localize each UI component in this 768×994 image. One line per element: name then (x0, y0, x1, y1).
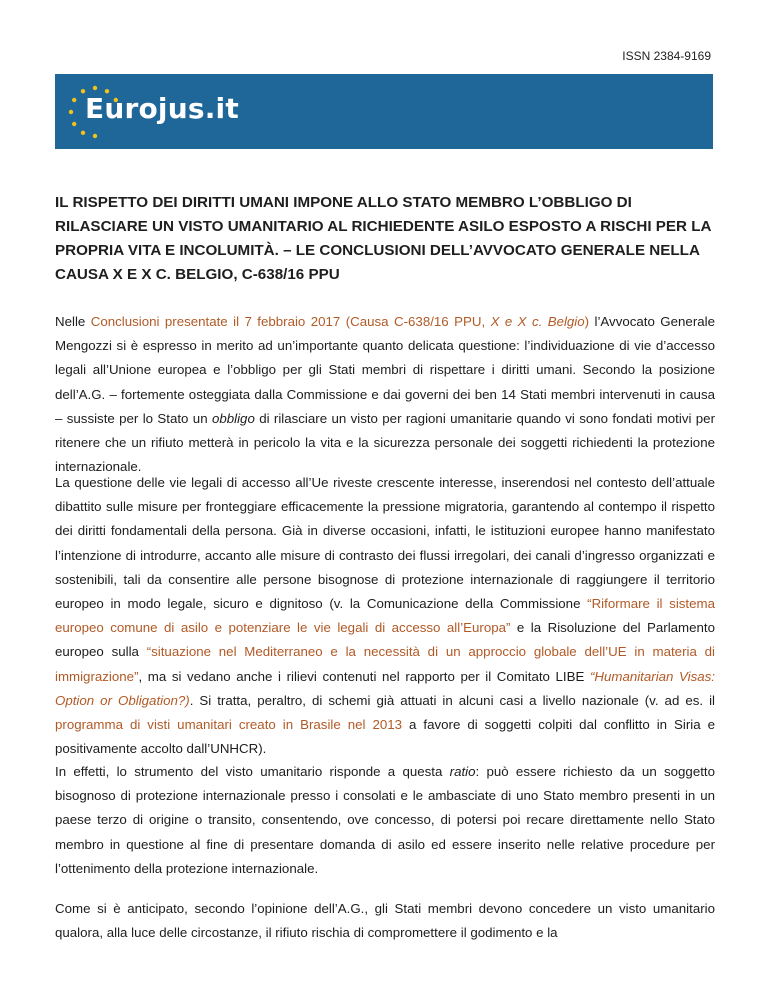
text-run: Nelle (55, 314, 91, 329)
libe-report-link[interactable]: “Humanitarian Visas: Option or Obligation?) (55, 668, 715, 708)
link-text: ) (584, 314, 590, 329)
paragraph-3 (55, 760, 715, 881)
text-run: In effetti, lo strumento del visto umanitario risponde a questa (55, 764, 450, 779)
text-run: La questione delle vie legali di accesso all’Ue riveste crescente interesse, inserendosi nel contesto dell’attuale dibattito sulle misure per fronteggiare efficacemente la pressione migratoria, garantendo al contempo il rispetto dei diritti fondamentali della persona. Già in diverse occasioni, infatti, le istituzioni europee hanno manifestato l’intenzione di introdurre, accanto alle misure di contrasto dei flussi irregolari, dei canali d’ingresso organizzati e sostenibili, tali da consentire alle persone bisognose di protezione internazionale di raggiungere il territorio europeo in modo legale, sicuro e dignitoso (v. la Comunicazione della Commissione (55, 475, 715, 612)
text-run: . Si tratta, peraltro, di schemi già attuati in alcuni casi a livello nazionale (v. ad es. il (189, 692, 715, 708)
text-run: l’Avvocato Generale Mengozzi si è espresso in merito ad un’importante quanto delicata questione: l’individuazione di vie d’accesso legali all’Unione europea e l’obbligo per gli Stati membri di rispettare i diritti umani. Secondo la posizione dell’A.G. – fortemente osteggiata dalla Commissione e dai governi dei ben 14 Stati membri intervenuti in causa – sussiste per lo Stato un (55, 314, 716, 426)
eurojus-banner[interactable] (55, 74, 713, 149)
brasile-programma-link[interactable]: programma di visti umanitari creato in Brasile nel 2013 (55, 717, 403, 733)
comunicazione-link[interactable]: “Riformare il sistema europeo comune di asilo e potenziare le vie legali di accesso all’Europa” (55, 596, 715, 636)
paragraph-1 (55, 310, 715, 479)
emphasis: ratio (449, 764, 476, 779)
paragraph-4 (55, 897, 715, 945)
text-run: di rilasciare un visto per ragioni umanitarie quando vi sono fondati motivi per ritenere che un rifiuto metterà in pericolo la vita e la sicurezza personale dei soggetti richiedenti la protezione internazionale. (55, 410, 715, 475)
text-run: , ma si vedano anche i rilievi contenuti nel rapporto per il Comitato LIBE (138, 668, 590, 684)
link-text: Conclusioni presentate il 7 febbraio 2017 (Causa C-638/16 PPU, (90, 314, 491, 329)
text-run: Come si è anticipato, secondo l’opinione dell’A.G., gli Stati membri devono concedere un visto umanitario qualora, alla luce delle circostanze, il rifiuto rischia di compromettere il godimento e la (55, 901, 715, 941)
paragraph-2 (55, 471, 715, 761)
link-text-italic: X e X c. Belgio (490, 314, 585, 329)
article-title: IL RISPETTO DEI DIRITTI UMANI IMPONE ALLO STATO MEMBRO L’OBBLIGO DI RILASCIARE UN VISTO UMANITARIO AL RICHIEDENTE ASILO ESPOSTO A RISCHI PER LA PROPRIA VITA E INCOLUMITÀ. – LE CONCLUSIONI DELL’AVVOCATO GENERALE NELLA CAUSA X E X C. BELGIO, C-638/16 PPU (55, 194, 711, 283)
conclusioni-link[interactable] (91, 314, 589, 329)
text-run: a favore di soggetti colpiti dal conflitto in Siria e positivamente accolto dall’UNHCR). (55, 717, 716, 757)
text-run: e la Risoluzione del Parlamento europeo sulla (55, 620, 716, 660)
logo-text: Eurojus.it (85, 92, 239, 125)
issn-label: ISSN 2384-9169 (622, 49, 711, 63)
emphasis: obbligo (211, 410, 255, 426)
risoluzione-link[interactable]: “situazione nel Mediterraneo e la necessità di un approccio globale dell’UE in materia di immigrazione” (55, 644, 715, 684)
text-run: : può essere richiesto da un soggetto bisognoso di protezione internazionale presso i consolati e le ambasciate di uno Stato membro presenti in un paese terzo di origine o transito, consentendo, ove concesso, di potersi poi recare direttamente nello Stato membro in questione al fine di presentare domanda di asilo ed essere inserito nelle relative procedure per l’ottenimento della protezione internazionale. (55, 764, 715, 876)
